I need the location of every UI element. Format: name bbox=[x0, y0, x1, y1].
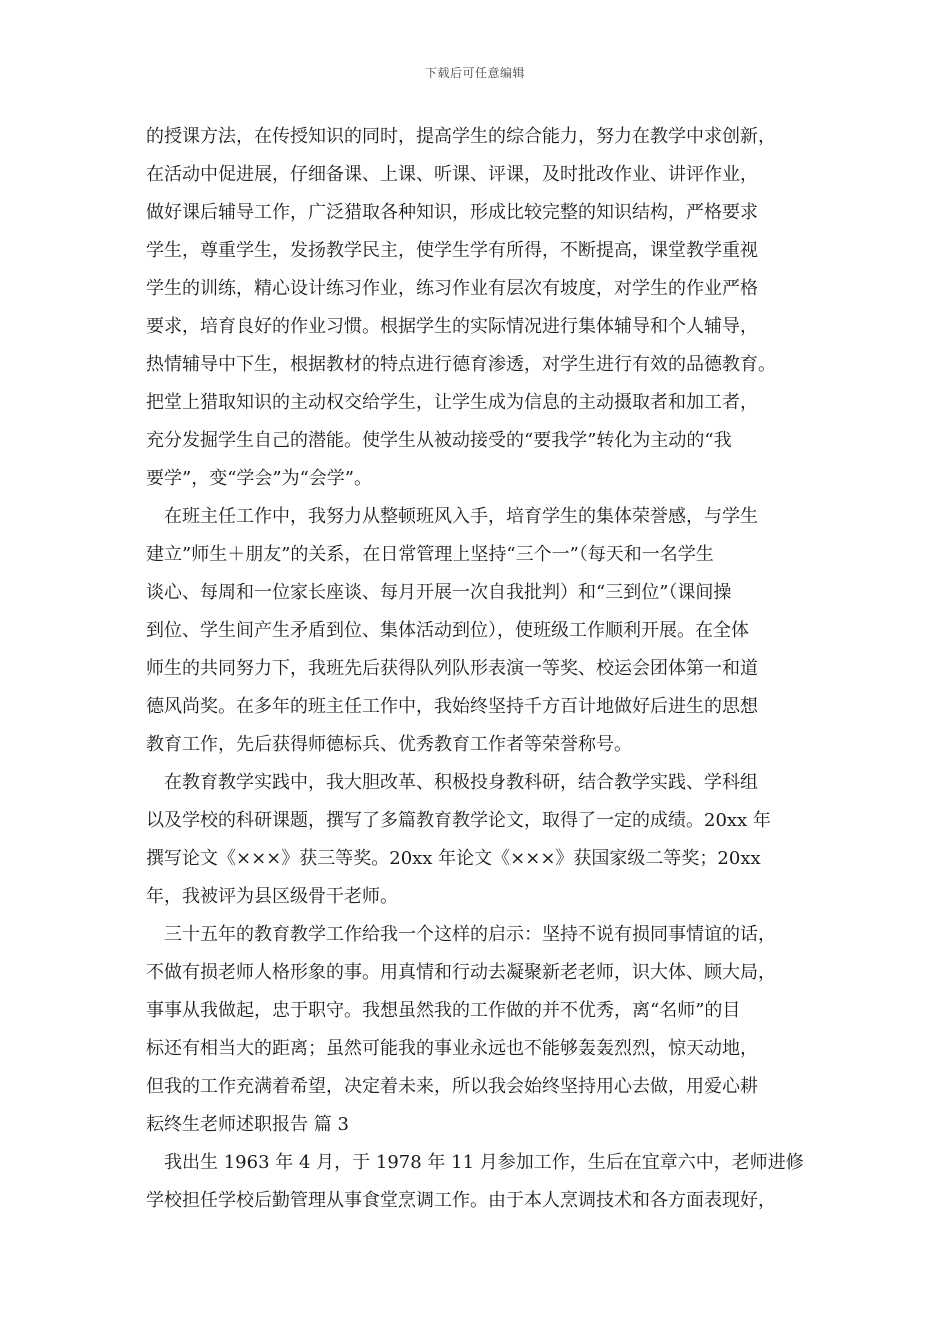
text-line: 标还有相当大的距离；虽然可能我的事业永远也不能够轰轰烈烈，惊天动地， bbox=[146, 1038, 758, 1059]
text-line: 学校担任学校后勤管理从事食堂烹调工作。由于本人烹调技术和各方面表现好， bbox=[146, 1190, 776, 1211]
text-line: 建立”师生＋朋友”的关系，在日常管理上坚持“三个一”（每天和一名学生 bbox=[146, 544, 714, 565]
text-line: 学生，尊重学生，发扬教学民主，使学生学有所得，不断提高，课堂教学重视 bbox=[146, 240, 758, 261]
text-line: 把堂上猎取知识的主动权交给学生，让学生成为信息的主动摄取者和加工者， bbox=[146, 392, 758, 413]
text-line: 的授课方法，在传授知识的同时，提高学生的综合能力，努力在教学中求创新， bbox=[146, 126, 776, 147]
text-line: 德风尚奖。在多年的班主任工作中，我始终坚持千方百计地做好后进生的思想 bbox=[146, 696, 758, 717]
text-line: 在活动中促进展，仔细备课、上课、听课、评课，及时批改作业、讲评作业， bbox=[146, 164, 758, 185]
text-line: 我出生 1963 年 4 月，于 1978 年 11 月参加工作，生后在宜章六中，老师进修 bbox=[146, 1152, 804, 1173]
text-line: 师生的共同努力下，我班先后获得队列队形表演一等奖、校运会团体第一和道 bbox=[146, 658, 758, 679]
text-line: 以及学校的科研课题，撰写了多篇教育教学论文，取得了一定的成绩。20xx 年 bbox=[146, 810, 771, 831]
text-line: 不做有损老师人格形象的事。用真情和行动去凝聚新老老师，识大体、顾大局， bbox=[146, 962, 776, 983]
text-line: 在班主任工作中，我努力从整顿班风入手，培育学生的集体荣誉感，与学生 bbox=[146, 506, 758, 527]
text-line: 学生的训练，精心设计练习作业，练习作业有层次有坡度，对学生的作业严格 bbox=[146, 278, 758, 299]
text-line: 热情辅导中下生，根据教材的特点进行德育渗透，对学生进行有效的品德教育。 bbox=[146, 354, 776, 375]
page-header: 下载后可任意编辑 bbox=[424, 66, 525, 80]
text-line: 耘终生老师述职报告 篇 3 bbox=[146, 1114, 349, 1135]
document-body bbox=[146, 118, 822, 1220]
text-line: 在教育教学实践中，我大胆改革、积极投身教科研，结合教学实践、学科组 bbox=[146, 772, 758, 793]
text-line: 到位、学生间产生矛盾到位、集体活动到位），使班级工作顺利开展。在全体 bbox=[146, 620, 749, 641]
text-line: 要求，培育良好的作业习惯。根据学生的实际情况进行集体辅导和个人辅导， bbox=[146, 316, 758, 337]
text-line: 撰写论文《×××》获三等奖。20xx 年论文《×××》获国家级二等奖；20xx bbox=[146, 848, 761, 869]
text-line: 教育工作，先后获得师德标兵、优秀教育工作者等荣誉称号。 bbox=[146, 734, 632, 755]
text-line: 要学”，变“学会”为“会学”。 bbox=[146, 468, 373, 489]
text-line: 谈心、每周和一位家长座谈、每月开展一次自我批判）和“三到位”（课间操 bbox=[146, 582, 732, 603]
text-line: 充分发掘学生自己的潜能。使学生从被动接受的“要我学”转化为主动的“我 bbox=[146, 430, 732, 451]
text-line: 做好课后辅导工作，广泛猎取各种知识，形成比较完整的知识结构，严格要求 bbox=[146, 202, 758, 223]
text-line: 但我的工作充满着希望，决定着未来，所以我会始终坚持用心去做，用爱心耕 bbox=[146, 1076, 758, 1097]
text-line: 三十五年的教育教学工作给我一个这样的启示：坚持不说有损同事情谊的话， bbox=[146, 924, 776, 945]
text-line: 事事从我做起，忠于职守。我想虽然我的工作做的并不优秀，离“名师”的目 bbox=[146, 1000, 741, 1021]
text-line: 年，我被评为县区级骨干老师。 bbox=[146, 886, 398, 907]
